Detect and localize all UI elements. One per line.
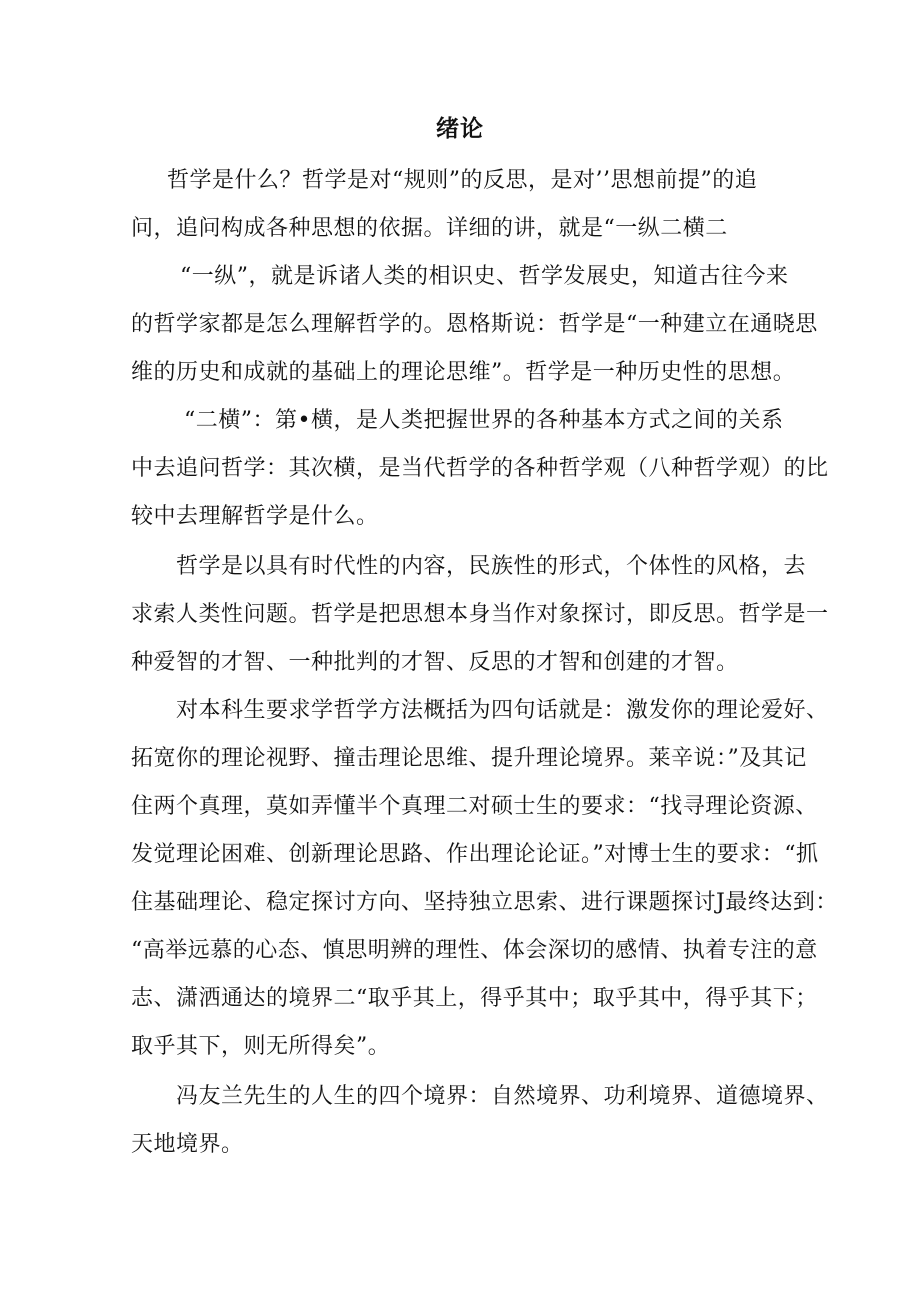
paragraph-line: 取乎其下，则无所得矣”。 [131,1034,391,1059]
paragraph-line: 哲学是什么？哲学是对“规则”的反思，是对’’思想前提”的追 [167,168,758,193]
paragraph-line: 对本科生要求学哲学方法概括为四句话就是：激发你的理论爱好、 [176,698,829,723]
paragraph-line: “高举远慕的心态、慎思明辨的理性、体会深切的感情、执着专注的意 [131,938,818,963]
paragraph-line: “二横”：第•横，是人类把握世界的各种基本方式之间的关系 [184,408,784,433]
paragraph-line: 求索人类性问题。哲学是把思想本身当作对象探讨，即反思。哲学是一 [131,602,829,627]
document-title: 绪论 [436,116,484,142]
paragraph-line: 维的历史和成就的基础上的理论思维”。哲学是一种历史性的思想。 [131,360,796,385]
paragraph-line: 中去追问哲学：其次横，是当代哲学的各种哲学观（八种哲学观）的比 [131,456,829,481]
paragraph-line: 冯友兰先生的人生的四个境界：自然境界、功利境界、道德境界、 [176,1084,829,1109]
paragraph-line: 问，追问构成各种思想的依据。详细的讲，就是“一纵二横二 [131,216,728,241]
paragraph-line: 哲学是以具有时代性的内容，民族性的形式，个体性的风格，去 [176,554,807,579]
paragraph-line: “一纵”，就是诉诸人类的相识史、哲学发展史，知道古往今来 [180,264,789,289]
paragraph-line: 种爱智的才智、一种批判的才智、反思的才智和创建的才智。 [131,650,739,675]
paragraph-line: 天地境界。 [131,1132,244,1157]
paragraph-line: 的哲学家都是怎么理解哲学的。恩格斯说：哲学是“一种建立在通晓思 [131,312,818,337]
paragraph-line: 较中去理解哲学是什么。 [131,504,379,529]
paragraph-line: 志、潇洒通达的境界二“取乎其上，得乎其中；取乎其中，得乎其下； [131,986,818,1011]
paragraph-line: 发觉理论困难、创新理论思路、作出理论论证。”对博士生的要求：“抓 [131,842,819,867]
paragraph-line: 住基础理论、稳定探讨方向、坚持独立思索、进行课题探讨J最终达到： [131,890,838,915]
paragraph-line: 拓宽你的理论视野、撞击理论思维、提升理论境界。莱辛说：”及其记 [131,746,807,771]
paragraph-line: 住两个真理，莫如弄懂半个真理二对硕士生的要求：“找寻理论资源、 [131,794,818,819]
